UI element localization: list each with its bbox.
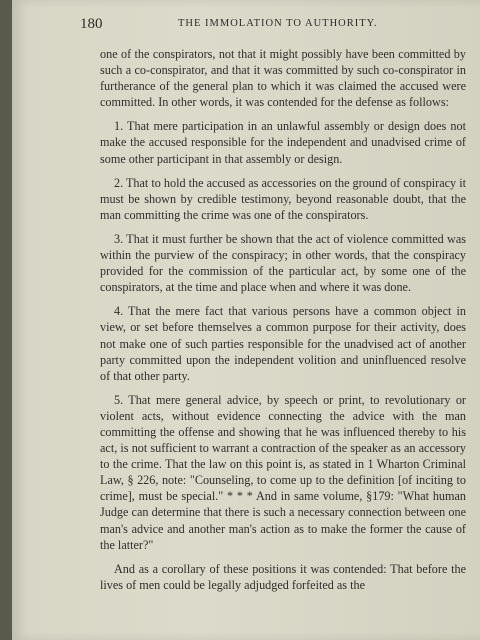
running-head: THE IMMOLATION TO AUTHORITY. [178, 18, 378, 29]
paragraph-point-1: 1. That mere participation in an unlawful assembly or design does not make the accused responsible for the independent and unadvised crime of some other participant in that assembly or design. [100, 119, 466, 166]
paragraph-intro: one of the conspirators, not that it might possibly have been committed by such a co-conspirator, and that it was committed by such co-conspirator in furtherance of the general plan to which it was claimed the accused were committed. In other words, it was contended for the defense as follows: [100, 47, 466, 110]
paragraph-point-4: 4. That the mere fact that various persons have a common object in view, or set before themselves a common purpose for their activity, does not make one of such parties responsible for the unadvised act of another party committed upon the independent volition and uninfluenced resolve of that other party. [100, 304, 466, 383]
body-text [100, 46, 466, 601]
page-number: 180 [80, 16, 103, 32]
paragraph-point-2: 2. That to hold the accused as accessories on the ground of conspiracy it must be shown by credible testimony, beyond reasonable doubt, that the man committing the crime was one of the conspirators. [100, 175, 466, 222]
paragraph-point-5: 5. That mere general advice, by speech or print, to revolutionary or violent acts, without evidence connecting the advice with the man committing the offense and showing that he was influenced thereby to his act, is not sufficient to warrant a contraction of the speaker as an accessory to the crime. That the law on this point is, as stated in 1 Wharton Criminal Law, § 226, note: "Counseling, to come up to the definition [of inciting to crime], must be special." * * * And in same volume, §179: "What human Judge can determine that there is such a necessary connection between one man's advice and another man's action as to make the former the cause of the latter?" [100, 392, 466, 552]
paragraph-corollary: And as a corollary of these positions it was contended: That before the lives of men could be legally adjudged forfeited as the [100, 561, 466, 592]
paragraph-point-3: 3. That it must further be shown that the act of violence committed was within the purview of the conspiracy; in other words, that the conspiracy provided for the commission of the particular act, by some one of the conspirators, at the time and place when and where it was done. [100, 231, 466, 295]
book-page [12, 0, 480, 640]
page-header [80, 16, 460, 36]
